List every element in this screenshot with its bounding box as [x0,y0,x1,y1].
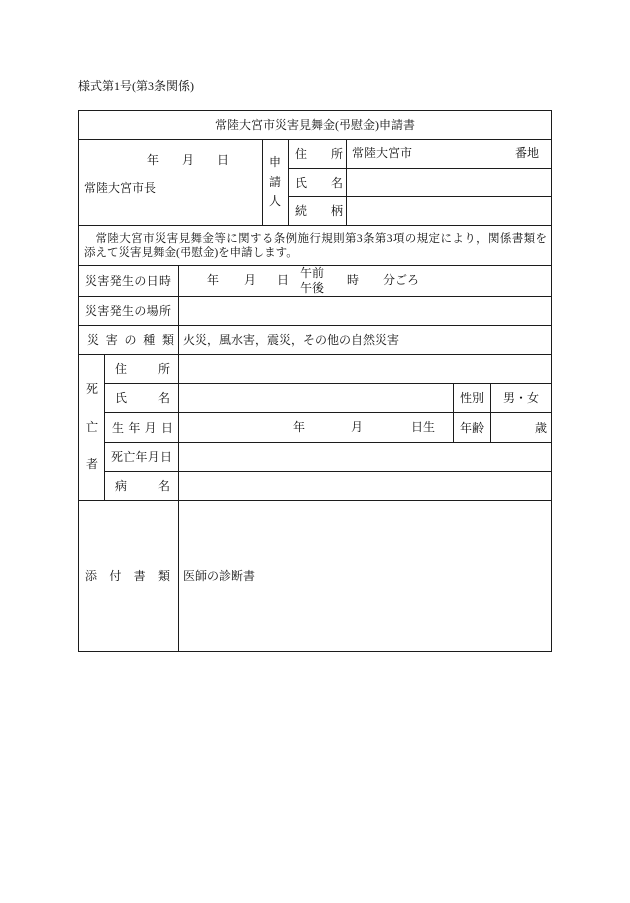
attachments-value: 医師の診断書 [183,569,256,583]
disaster-datetime-field [178,265,552,297]
deceased-name-field [178,383,454,413]
age-unit: 歳 [534,420,547,435]
applicant-name-label-cell [288,168,347,197]
disaster-datetime-label-cell [78,265,179,297]
applicant-name-label: 氏 名 [295,175,343,190]
application-date-cell [78,139,263,226]
application-date-month: 月 [182,153,195,167]
attachments-field [178,500,552,652]
applicant-label-cell [262,139,289,226]
applicant-address-label: 住 所 [295,147,343,161]
addressee: 常陸大宮市長 [84,181,157,195]
applicant-label: 申請人 [269,155,282,208]
illness-label: 病 名 [115,479,170,493]
disaster-place-field [178,296,552,326]
applicant-address-label-cell [288,139,347,169]
disaster-month-label: 月 [244,273,257,287]
disaster-datetime-label: 災害発生の日時 [85,274,171,288]
death-date-label: 死亡年月日 [111,450,172,464]
statement-row [78,225,552,266]
illness-label-cell [104,471,179,501]
statement-text [84,232,547,260]
applicant-address-banchi: 番地 [515,146,540,160]
birth-year-label: 年 [293,420,306,434]
age-label: 年齢 [459,420,484,435]
disaster-hour-label: 時 [347,273,360,287]
disaster-type-label: 災 害 の 種 類 [87,333,174,347]
attachments-label: 添 付 書 類 [85,569,170,583]
age-label-cell [453,412,491,443]
deceased-name-label: 氏 名 [115,391,170,405]
applicant-relationship-field [346,196,552,226]
title-row [78,110,552,140]
disaster-year-label: 年 [207,273,220,287]
statement-line-1: 常陸大宮市災害見舞金等に関する条例施行規則第3条第3項の規定により，関係書類を [95,232,547,245]
death-date-field [178,442,552,472]
statement-line-2: 添えて災害見舞金(弔慰金)を申請します。 [84,246,298,259]
disaster-type-label-cell [78,325,179,355]
form-number: 様式第1号(第3条関係) [78,79,194,93]
applicant-name-field [346,168,552,197]
sex-label: 性別 [459,391,484,405]
birth-month-label: 月 [351,420,364,434]
application-date-day: 日 [217,153,230,167]
am-pm-choice [300,266,324,296]
deceased-address-label-cell [104,354,179,384]
applicant-address-field [346,139,552,169]
birth-day-label: 日生 [411,420,436,434]
deceased-label: 死亡者 [86,382,99,471]
deceased-label-cell [78,354,105,501]
deceased-birth-field [178,412,454,443]
sex-options: 男・女 [502,391,539,405]
applicant-relationship-label: 続 柄 [295,204,343,218]
disaster-minute-label: 分ごろ [383,273,420,287]
applicant-relationship-label-cell [288,196,347,226]
disaster-type-value: 火災，風水害，震災，その他の自然災害 [183,333,400,347]
death-date-label-cell [104,442,179,472]
deceased-birth-label: 生年月日 [112,420,173,435]
deceased-address-field [178,354,552,384]
deceased-address-label: 住 所 [115,362,170,376]
sex-label-cell [453,383,491,413]
application-date-year: 年 [147,153,160,167]
am-label: 午前 [300,266,325,280]
illness-field [178,471,552,501]
disaster-type-field [178,325,552,355]
form-title: 常陸大宮市災害見舞金(弔慰金)申請書 [215,118,415,132]
pm-label: 午後 [300,281,325,295]
disaster-day-label: 日 [277,273,290,287]
attachments-label-cell [78,500,179,652]
disaster-place-label-cell [78,296,179,326]
sex-options-cell [490,383,552,413]
applicant-address-city: 常陸大宮市 [352,146,413,160]
age-unit-cell [490,412,552,443]
deceased-name-label-cell [104,383,179,413]
deceased-birth-label-cell [104,412,179,443]
disaster-place-label: 災害発生の場所 [85,304,171,318]
